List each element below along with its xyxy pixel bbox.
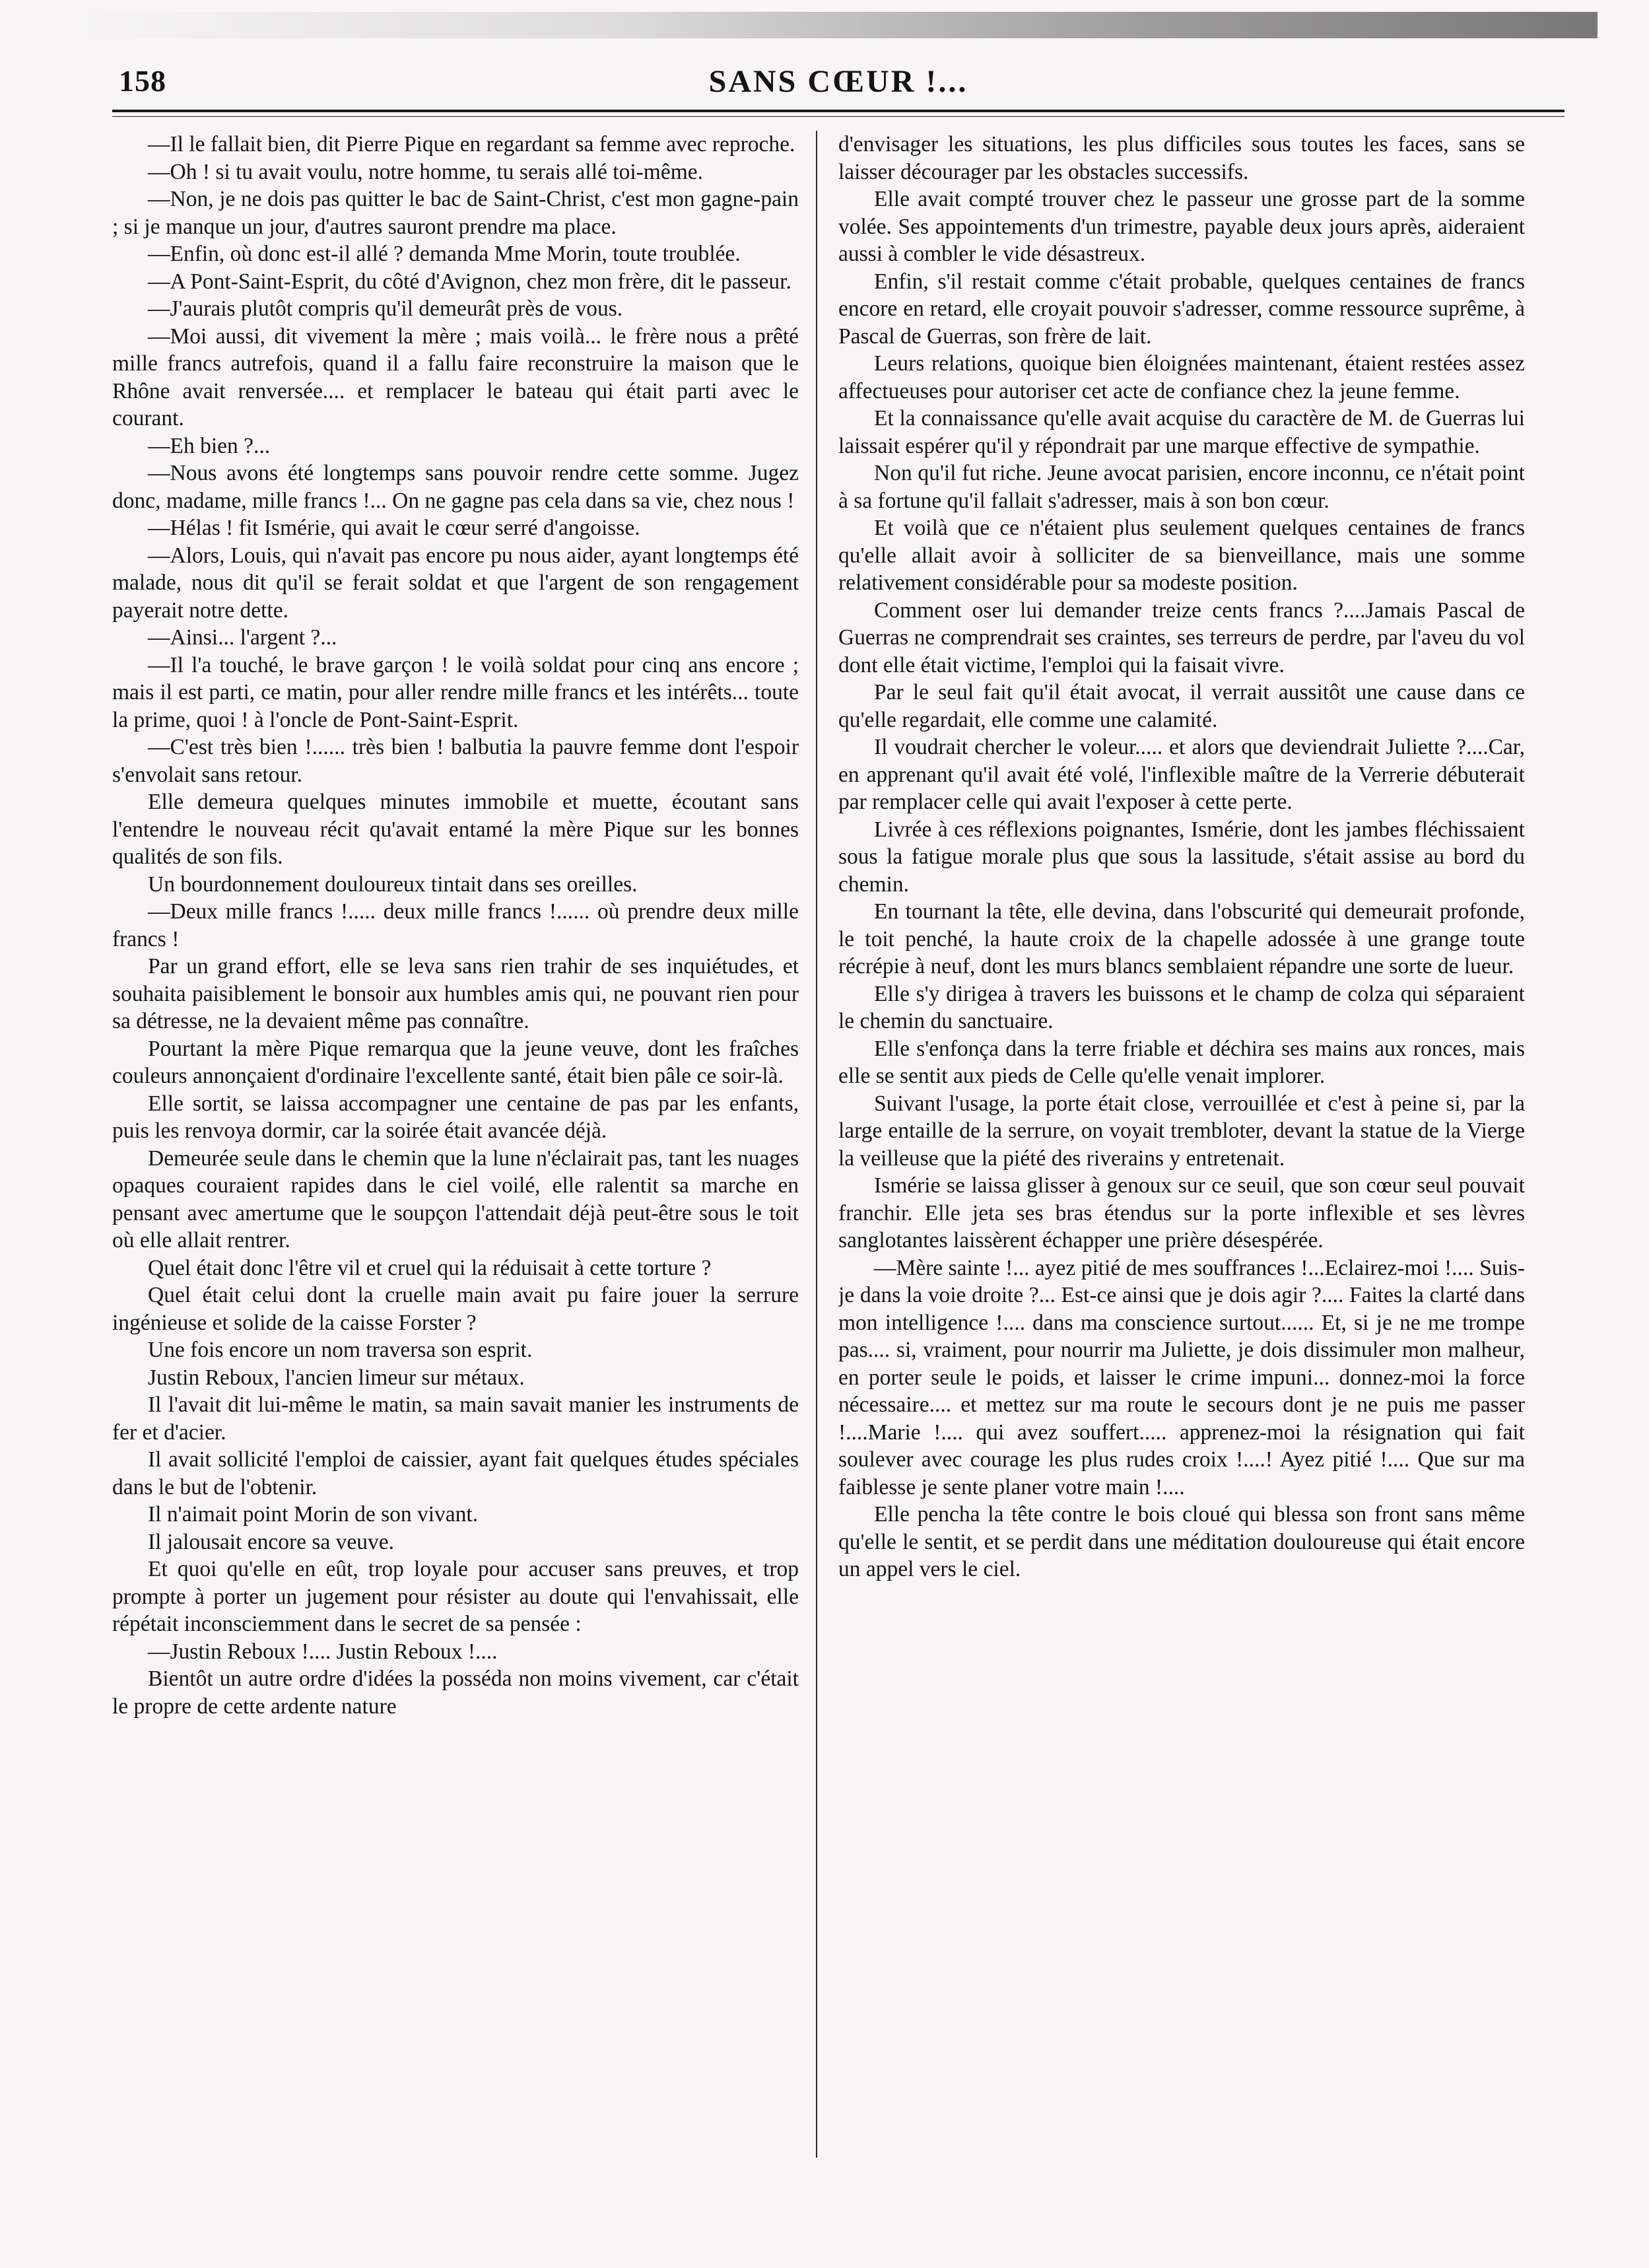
paragraph: Elle s'enfonça dans la terre friable et déchira ses mains aux ronces, mais elle se sentit aux pieds de Celle qu'elle venait implorer. — [838, 1036, 1525, 1088]
paragraph: Et voilà que ce n'étaient plus seulement quelques centaines de francs qu'elle allait avoir à solliciter de sa bienveillance, mais une somme relativement considérable pour sa modeste position. — [838, 516, 1525, 595]
paragraph: Et quoi qu'elle en eût, trop loyale pour accuser sans preuves, et trop prompte à porter un jugement pour résister au doute qui l'envahissait, elle répétait inconsciemment dans le secret de sa pensée : — [112, 1557, 799, 1636]
right-column — [838, 131, 1525, 2211]
header-rule-thin — [112, 116, 1565, 117]
paragraph: Justin Reboux, l'ancien limeur sur métaux. — [148, 1365, 525, 1390]
paragraph: —Hélas ! fit Ismérie, qui avait le cœur serré d'angoisse. — [148, 516, 640, 540]
paragraph: Leurs relations, quoique bien éloignées maintenant, étaient restées assez affectueuses pour autoriser cet acte de confiance chez la jeune femme. — [838, 351, 1525, 403]
paragraph: Elle pencha la tête contre le bois cloué qui blessa son front sans même qu'elle le sentit, et se perdit dans une méditation douloureuse qui était encore un appel vers le ciel. — [838, 1502, 1525, 1581]
page-header — [112, 45, 1565, 104]
paragraph: Il l'avait dit lui-même le matin, sa main savait manier les instruments de fer et d'acier. — [112, 1392, 799, 1445]
paragraph: Elle demeura quelques minutes immobile et muette, écoutant sans l'entendre le nouveau récit qu'avait entamé la mère Pique sur les bonnes qualités de son fils. — [112, 790, 799, 869]
paragraph: Il jalousait encore sa veuve. — [148, 1529, 394, 1554]
paragraph: —Il le fallait bien, dit Pierre Pique en regardant sa femme avec reproche. — [148, 132, 795, 156]
paragraph: —J'aurais plutôt compris qu'il demeurât près de vous. — [148, 296, 623, 321]
paragraph: —Non, je ne dois pas quitter le bac de Saint-Christ, c'est mon gagne-pain ; si je manque un jour, d'autres sauront prendre ma place. — [112, 187, 799, 239]
paragraph: Par le seul fait qu'il était avocat, il verrait aussitôt une cause dans ce qu'elle regardait, elle comme une calamité. — [838, 680, 1525, 732]
paragraph: Et la connaissance qu'elle avait acquise du caractère de M. de Guerras lui laissait espérer qu'il y répondrait par une marque effective de sympathie. — [838, 406, 1525, 458]
paragraph: —Mère sainte !... ayez pitié de mes souffrances !...Eclairez-moi !.... Suis-je dans la voie droite ?... Est-ce ainsi que je dois agir ?.... Faites la clarté dans mon intelligence !.... dans ma conscience surtout...... Et, si je ne me trompe pas.... si, vraiment, pour nourrir ma Juliette, je dois dissimuler mon malheur, en porter seule le poids, et laisser le crime impuni... donnez-moi la force nécessaire.... et mettez sur ma route le secours dont je ne puis me passer !....Marie !.... qui avez souffert..... apprenez-moi la résignation qui fait soulever avec courage les plus rudes croix !....! Ayez pitié !.... Que sur ma faiblesse je sente planer votre main !.... — [838, 1255, 1525, 1499]
left-column — [112, 131, 799, 2211]
column-divider — [816, 131, 817, 2158]
paragraph: Enfin, s'il restait comme c'était probable, quelques centaines de francs encore en retard, elle croyait pouvoir s'adresser, comme ressource suprême, à Pascal de Guerras, son frère de lait. — [838, 269, 1525, 349]
paragraph: Livrée à ces réflexions poignantes, Ismérie, dont les jambes fléchissaient sous la fatigue morale plus que sous la lassitude, s'était assise au bord du chemin. — [838, 817, 1525, 897]
paragraph: Elle s'y dirigea à travers les buissons et le champ de colza qui séparaient le chemin du sanctuaire. — [838, 981, 1525, 1033]
paragraph: —Eh bien ?... — [148, 433, 271, 458]
paragraph: Quel était donc l'être vil et cruel qui la réduisait à cette torture ? — [148, 1255, 712, 1280]
paragraph: Par un grand effort, elle se leva sans rien trahir de ses inquiétudes, et souhaita paisiblement le bonsoir aux humbles amis qui, ne pouvant rien pour sa détresse, ne la devaient même pas connaître. — [112, 954, 799, 1033]
paragraph: Ismérie se laissa glisser à genoux sur ce seuil, que son cœur seul pouvait franchir. Elle jeta ses bras étendus sur la porte inflexible et ses lèvres sanglotantes laissèrent échapper une prière désespérée. — [838, 1173, 1525, 1253]
paragraph: Quel était celui dont la cruelle main avait pu faire jouer la serrure ingénieuse et solide de la caisse Forster ? — [112, 1283, 799, 1335]
paragraph: —Deux mille francs !..... deux mille francs !...... où prendre deux mille francs ! — [112, 899, 799, 951]
paragraph: Bientôt un autre ordre d'idées la posséda non moins vivement, car c'était le propre de cette ardente nature — [112, 1667, 799, 1719]
paragraph: Elle avait compté trouver chez le passeur une grosse part de la somme volée. Ses appointements d'un trimestre, payable deux jours après, aideraient aussi à combler le vide désastreux. — [838, 187, 1525, 266]
paragraph: —Alors, Louis, qui n'avait pas encore pu nous aider, ayant longtemps été malade, nous dit qu'il se ferait soldat et que l'argent de son rengagement payerait notre dette. — [112, 543, 799, 623]
paragraph: —C'est très bien !...... très bien ! balbutia la pauvre femme dont l'espoir s'envolait sans retour. — [112, 735, 799, 787]
paragraph: Pourtant la mère Pique remarqua que la jeune veuve, dont les fraîches couleurs annonçaient d'ordinaire l'excellente santé, était bien pâle ce soir-là. — [112, 1036, 799, 1088]
paragraph: Il n'aimait point Morin de son vivant. — [148, 1502, 479, 1527]
paragraph: —Ainsi... l'argent ?... — [148, 625, 337, 650]
paragraph: Non qu'il fut riche. Jeune avocat parisien, encore inconnu, ce n'était point à sa fortune qu'il fallait s'adresser, mais à son bon cœur. — [838, 461, 1525, 513]
paragraph: Il avait sollicité l'emploi de caissier, ayant fait quelques études spéciales dans le but de l'obtenir. — [112, 1447, 799, 1499]
paragraph: —Justin Reboux !.... Justin Reboux !.... — [148, 1639, 498, 1664]
paragraph: —Oh ! si tu avait voulu, notre homme, tu serais allé toi-même. — [148, 159, 704, 184]
paragraph: —Moi aussi, dit vivement la mère ; mais voilà... le frère nous a prêté mille francs autrefois, quand il a fallu faire reconstruire la maison que le Rhône avait renversée.... et remplacer le bateau qui était parti avec le courant. — [112, 324, 799, 430]
paragraph: Suivant l'usage, la porte était close, verrouillée et c'est à peine si, par la large entaille de la serrure, on voyait trembloter, devant la statue de la Vierge la veilleuse que la piété des riverains y entretenait. — [838, 1091, 1525, 1171]
paragraph: —Enfin, où donc est-il allé ? demanda Mme Morin, toute troublée. — [148, 242, 741, 266]
paragraph: Comment oser lui demander treize cents francs ?....Jamais Pascal de Guerras ne comprendrait ses craintes, ses terreurs de perdre, par l'aveu du vol dont elle était victime, l'emploi qui la faisait vivre. — [838, 598, 1525, 677]
paragraph: En tournant la tête, elle devina, dans l'obscurité qui demeurait profonde, le toit penché, la haute croix de la chapelle adossée à une grange toute récrépie à neuf, dont les murs blancs semblaient répandre une sorte de lueur. — [838, 899, 1525, 979]
paragraph: —A Pont-Saint-Esprit, du côté d'Avignon, chez mon frère, dit le passeur. — [148, 269, 791, 294]
paragraph: Il voudrait chercher le voleur..... et alors que deviendrait Juliette ?....Car, en apprenant qu'il avait été volé, l'inflexible maître de la Verrerie débuterait par remplacer celle qui avait l'exposer à cette perte. — [838, 735, 1525, 814]
paragraph: d'envisager les situations, les plus difficiles sous toutes les faces, sans se laisser décourager par les obstacles successifs. — [838, 132, 1525, 184]
paragraph: Un bourdonnement douloureux tintait dans ses oreilles. — [148, 872, 638, 897]
paragraph: Demeurée seule dans le chemin que la lune n'éclairait pas, tant les nuages opaques couraient rapides dans le ciel voilé, elle ralentit sa marche en pensant avec amertume que le soupçon l'attendait déjà peut-être sous le toit où elle allait rentrer. — [112, 1146, 799, 1253]
running-title: SANS CŒUR !... — [708, 64, 968, 99]
paragraph: Elle sortit, se laissa accompagner une centaine de pas par les enfants, puis les renvoya dormir, car la soirée était avancée déjà. — [112, 1091, 799, 1143]
page-number: 158 — [119, 64, 166, 98]
scan-edge-shadow — [79, 12, 1598, 38]
header-rule — [112, 110, 1565, 112]
paragraph: Une fois encore un nom traversa son esprit. — [148, 1338, 533, 1362]
paragraph: —Nous avons été longtemps sans pouvoir rendre cette somme. Jugez donc, madame, mille francs !... On ne gagne pas cela dans sa vie, chez nous ! — [112, 461, 799, 513]
paragraph: —Il l'a touché, le brave garçon ! le voilà soldat pour cinq ans encore ; mais il est parti, ce matin, pour aller rendre mille francs et les intérêts... toute la prime, quoi ! à l'oncle de Pont-Saint-Esprit. — [112, 652, 799, 732]
